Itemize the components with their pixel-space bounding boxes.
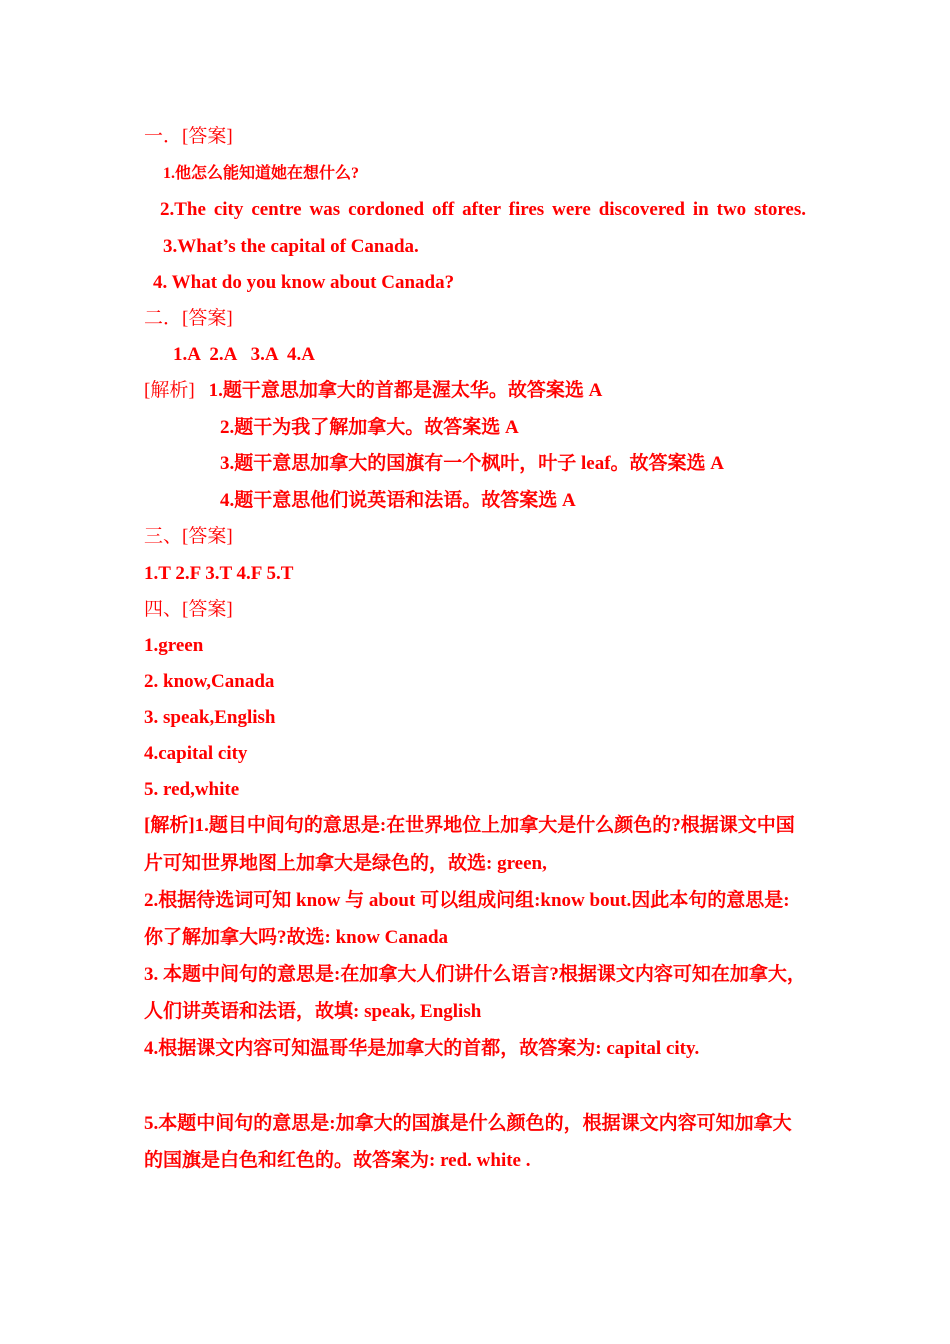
section4-analysis-line-2: 片可知世界地图上加拿大是绿色的，故选: green, <box>144 853 547 874</box>
section3-prefix: 三、 <box>144 526 183 547</box>
section4-answer-3: 3. speak,English <box>144 707 276 728</box>
section2-analysis-tag: [解析] <box>144 380 195 401</box>
section4-answer-2: 2. know,Canada <box>144 671 275 692</box>
section4-answer-4: 4.capital city <box>144 743 248 764</box>
section4-analysis-tag: [解析] <box>144 815 195 836</box>
section4-analysis-line-3: 2.根据待选词可知 know 与 about 可以组成问组:know bout.因此本句的意思是: <box>144 890 790 911</box>
section4-heading <box>144 598 233 622</box>
section4-analysis-text-1: 1.题目中间句的意思是:在世界地位上加拿大是什么颜色的?根据课文中国 <box>194 815 795 836</box>
section4-analysis-line-1 <box>144 814 795 838</box>
section2-heading <box>144 307 233 331</box>
section2-analysis-first <box>144 379 602 403</box>
section2-answers: 1.A 2.A 3.A 4.A <box>173 344 315 365</box>
section4-answer-5: 5. red,white <box>144 779 240 800</box>
section4-analysis-line-8: 5.本题中间句的意思是:加拿大的国旗是什么颜色的，根据课文内容可知加拿大 <box>144 1113 792 1134</box>
section4-analysis-line-5: 3. 本题中间句的意思是:在加拿大人们讲什么语言?根据课文内容可知在加拿大， <box>144 964 806 985</box>
section1-item-1: 1.他怎么能知道她在想什么? <box>163 165 360 182</box>
section3-heading <box>144 525 233 549</box>
section2-prefix: 二． <box>144 308 183 329</box>
section2-tag: [答案] <box>182 308 233 329</box>
section3-answers: 1.T 2.F 3.T 4.F 5.T <box>144 563 294 584</box>
section1-item-2: 2.The city centre was cordoned off after fires were discovered in two stores. <box>160 199 806 220</box>
section4-prefix: 四、 <box>144 599 183 620</box>
section2-analysis-4: 4.题干意思他们说英语和法语。故答案选 A <box>220 490 576 511</box>
section4-answer-1: 1.green <box>144 635 204 656</box>
section1-item-4: 4. What do you know about Canada? <box>153 272 455 293</box>
section1-tag: [答案] <box>182 126 233 147</box>
section4-analysis-line-9: 的国旗是白色和红色的。故答案为: red. white . <box>144 1150 531 1171</box>
section1-item-3: 3.What’s the capital of Canada. <box>163 236 419 257</box>
section4-tag: [答案] <box>182 599 233 620</box>
section1-heading <box>144 125 233 149</box>
section4-analysis-line-7: 4.根据课文内容可知温哥华是加拿大的首都，故答案为: capital city. <box>144 1038 700 1059</box>
section3-tag: [答案] <box>182 526 233 547</box>
section2-analysis-2: 2.题干为我了解加拿大。故答案选 A <box>220 417 519 438</box>
section2-analysis-3: 3.题干意思加拿大的国旗有一个枫叶，叶子 leaf。故答案选 A <box>220 453 725 474</box>
section2-analysis-1: 1.题干意思加拿大的首都是渥太华。故答案选 A <box>208 380 603 401</box>
section4-analysis-line-6: 人们讲英语和法语，故填: speak, English <box>144 1001 482 1022</box>
section1-prefix: 一． <box>144 126 183 147</box>
section4-analysis-line-4: 你了解加拿大吗?故选: know Canada <box>144 927 449 948</box>
